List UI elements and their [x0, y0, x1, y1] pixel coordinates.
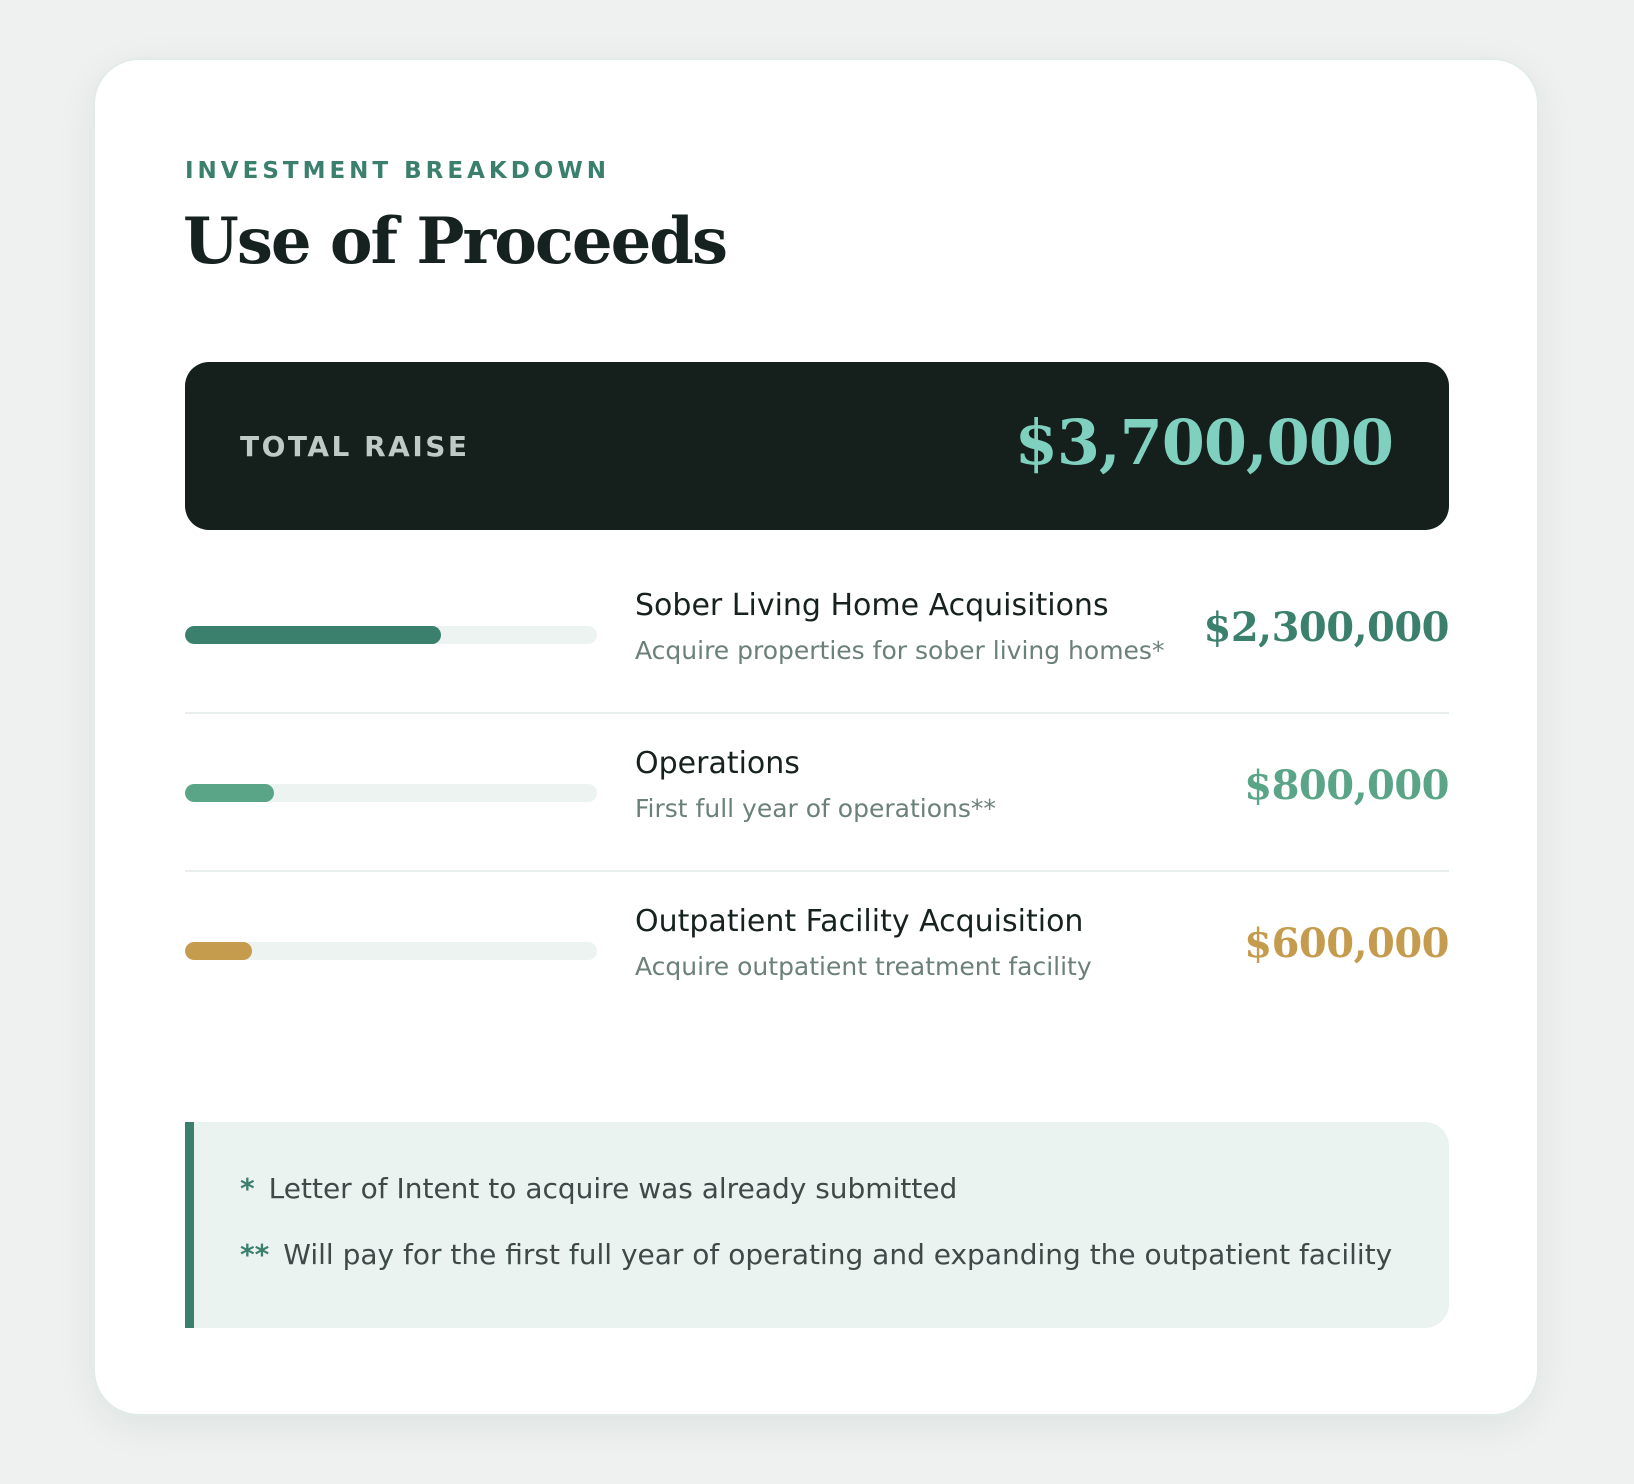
allocation-description: Acquire properties for sober living homes* — [635, 636, 1165, 665]
use-of-proceeds-card — [93, 58, 1539, 1416]
allocation-row-outpatient — [185, 872, 1449, 1030]
total-raise-banner — [185, 362, 1449, 530]
total-raise-value: $3,700,000 — [1014, 406, 1393, 479]
footnote-text: Letter of Intent to acquire was already submitted — [268, 1172, 958, 1205]
allocation-description: First full year of operations** — [635, 794, 996, 823]
allocation-row-operations — [185, 714, 1449, 872]
footnotes-panel — [185, 1122, 1449, 1328]
allocation-description: Acquire outpatient treatment facility — [635, 952, 1092, 981]
footnote — [240, 1238, 1392, 1271]
allocation-bar-fill — [185, 942, 252, 960]
footnote — [240, 1172, 957, 1205]
footnote-text: Will pay for the first full year of operating and expanding the outpatient facility — [283, 1238, 1393, 1271]
allocation-bar-track — [185, 942, 597, 960]
allocation-bar-track — [185, 784, 597, 802]
allocation-bar-track — [185, 626, 597, 644]
allocation-bar-fill — [185, 626, 441, 644]
total-raise-label: TOTAL RAISE — [240, 430, 470, 463]
allocation-name: Operations — [635, 746, 800, 781]
allocation-amount: $2,300,000 — [1203, 604, 1449, 651]
footnote-marker: ** — [240, 1238, 270, 1271]
allocation-row-sober-living — [185, 556, 1449, 714]
page-title: Use of Proceeds — [183, 204, 727, 279]
allocation-amount: $600,000 — [1244, 920, 1449, 967]
allocation-amount: $800,000 — [1244, 762, 1449, 809]
footnote-marker: * — [240, 1172, 255, 1205]
allocation-name: Outpatient Facility Acquisition — [635, 904, 1084, 939]
allocation-name: Sober Living Home Acquisitions — [635, 588, 1109, 623]
allocation-bar-fill — [185, 784, 274, 802]
section-eyebrow: INVESTMENT BREAKDOWN — [185, 158, 610, 184]
